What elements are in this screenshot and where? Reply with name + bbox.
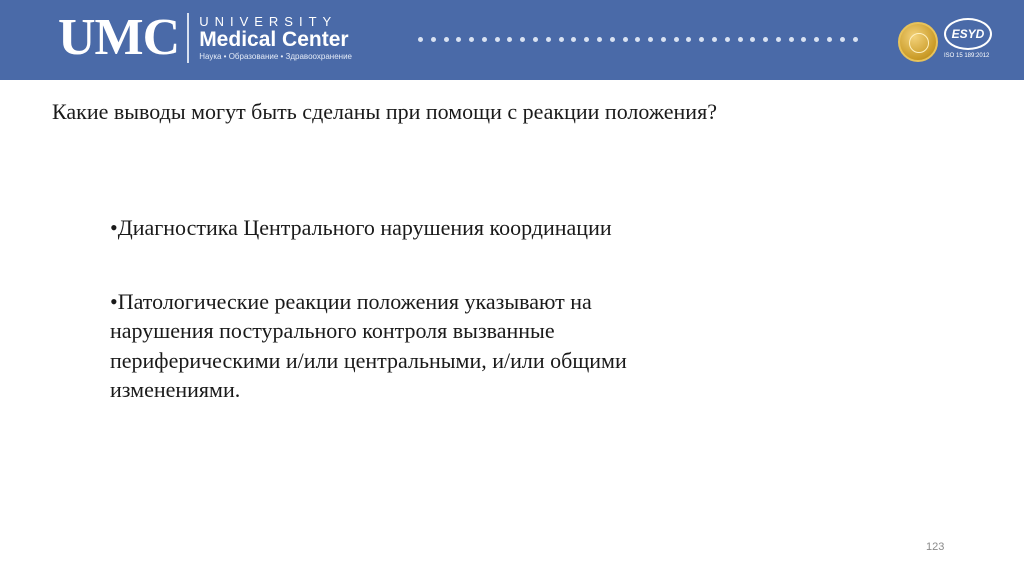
- bullet-2-line-4: изменениями.: [110, 377, 241, 402]
- bullet-2-line-3: периферическими и/или центральными, и/или общими: [110, 347, 627, 373]
- bullet-list: [110, 213, 870, 405]
- bullet-2-line-1: •Патологические реакции положения указывают на: [110, 288, 592, 314]
- logo-divider: [187, 13, 189, 63]
- esyd-mark: ESYD: [944, 18, 992, 50]
- dotted-divider: [418, 34, 858, 44]
- page-number: 123: [926, 541, 945, 553]
- umc-logo: [58, 8, 352, 68]
- logo-tagline: Наука • Образование • Здравоохранение: [199, 52, 352, 61]
- bullet-1-line-1: •Диагностика Центрального нарушения координации: [110, 215, 612, 240]
- slide-question: Какие выводы могут быть сделаны при помощи с реакции положения?: [52, 99, 717, 124]
- esyd-iso-label: ISO 15 189:2012: [944, 53, 990, 59]
- esyd-certification-logo: [944, 18, 996, 68]
- logo-medical-center: Medical Center: [199, 28, 349, 51]
- logo-university: UNIVERSITY: [199, 14, 338, 29]
- logo-letters: UMC: [58, 9, 180, 66]
- gold-seal-icon: [898, 22, 938, 62]
- bullet-2-line-2: нарушения постурального контроля вызванные: [110, 318, 555, 343]
- logo-text-block: [199, 14, 352, 62]
- header-bar: [0, 0, 1024, 80]
